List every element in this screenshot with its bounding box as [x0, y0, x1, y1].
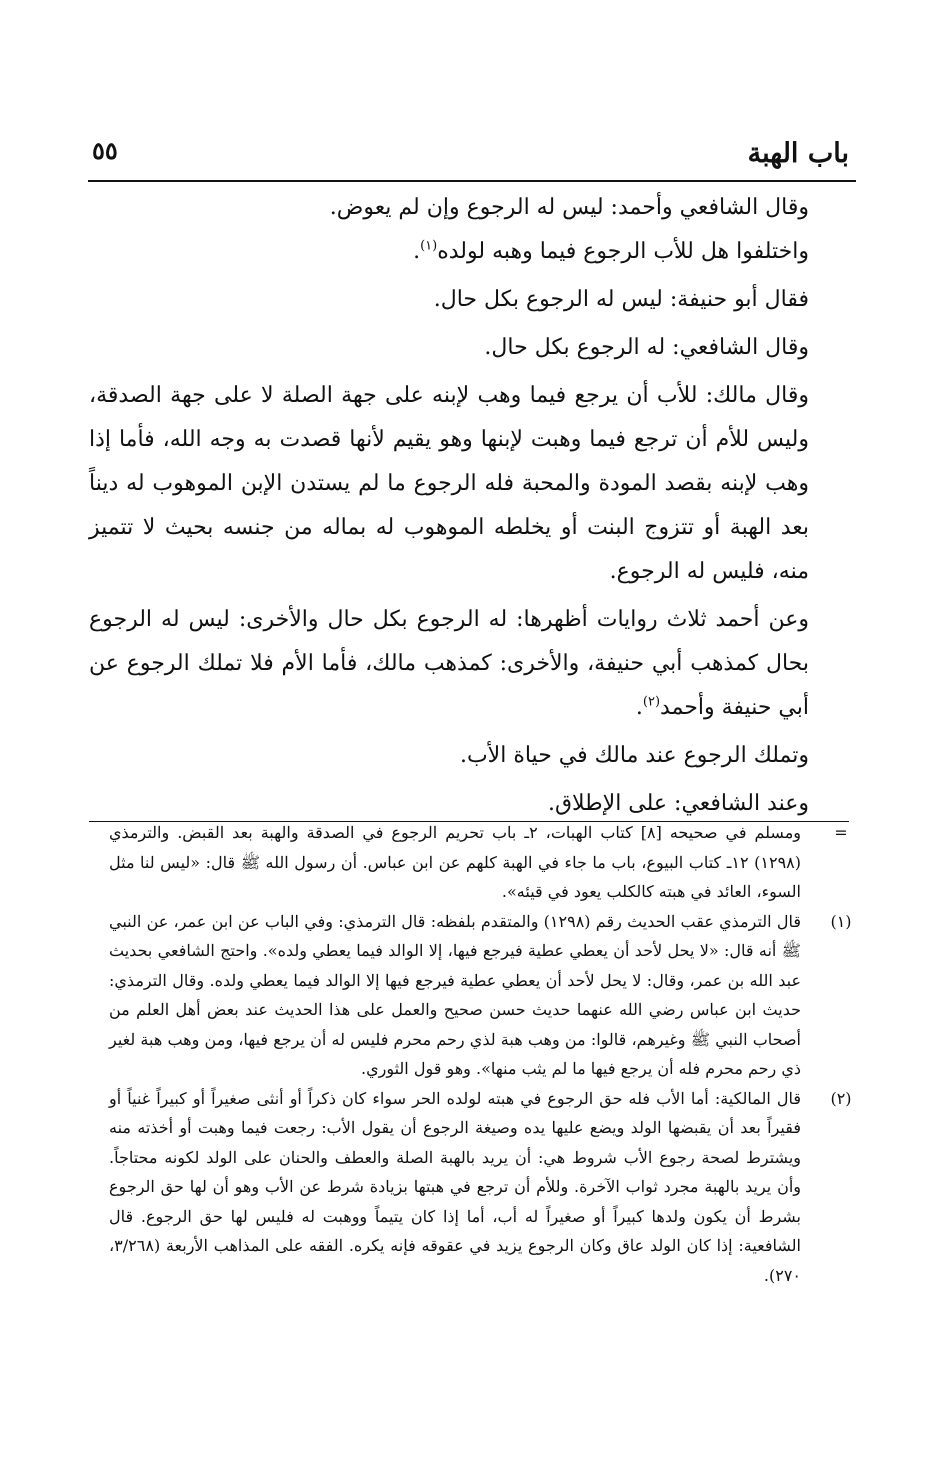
paragraph-tail: . [635, 695, 643, 720]
paragraph-text: وقال الشافعي وأحمد: ليس له الرجوع وإن لم يعوض. [329, 195, 809, 220]
main-text [89, 186, 849, 826]
paragraph-text: وعند الشافعي: على الإطلاق. [547, 791, 809, 816]
page-number: ٥٥ [92, 136, 118, 165]
paragraph-text: وعن أحمد ثلاث روايات أظهرها: له الرجوع بكل حال والأخرى: ليس له الرجوع بحال كمذهب أبي حنيفة، والأخرى: كمذهب مالك، فأما الأم فلا تملك الرجوع عن أبي حنيفة وأحمد [89, 607, 809, 720]
paragraph-text: وقال مالك: للأب أن يرجع فيما وهب لإبنه على جهة الصلة لا على جهة الصدقة، وليس للأم أن ترجع فيما وهبت لإبنها وهو يقيم لأنها قصدت به وجه الله، فأما إذا وهب لإبنه بقصد المودة والمحبة فله الرجوع ما لم يستدن الإبن الموهوب له ديناً بعد الهبة أو تتزوج البنت أو يخلطه الموهوب له بماله من جنسه بحيث لا تتميز منه، فليس له الرجوع. [89, 383, 809, 584]
paragraph [89, 734, 849, 778]
header-divider [88, 180, 856, 182]
footnote-number: (٢) [830, 1088, 852, 1108]
chapter-title: باب الهبة [747, 138, 849, 169]
footnote-number: = [834, 823, 848, 842]
footnote-text: قال الترمذي عقب الحديث رقم (١٢٩٨) والمتقدم بلفظه: قال الترمذي: وفي الباب عن ابن عمر، عن النبي ﷺ أنه قال: «لا يحل لأحد أن يعطي عطية فيرجع فيها، إلا الوالد فيما يعطي ولده». واحتج الشافعي بحديث عبد الله بن عمر، وقال: لا يحل لأحد أن يعطي عطية فيرجع فيها إلا الوالد فيما يعطي ولده. وقال الترمذي: حديث ابن عباس رضي الله عنهما حديث حسن صحيح والعمل على هذا الحديث عند بعض أهل العلم من أصحاب النبي ﷺ وغيرهم، قالوا: من وهب هبة لذي رحم محرم فليس له أن يرجع فيها، ومن وهب هبة لغير ذي رحم محرم فله أن يرجع فيها ما لم يثب منها». وهو قول الثوري. [109, 911, 802, 1078]
footnote-number: (١) [830, 911, 852, 931]
footnote [109, 907, 852, 1084]
footnote-marker: (١) [420, 238, 438, 254]
paragraph [89, 230, 849, 274]
paragraph-text: واختلفوا هل للأب الرجوع فيما وهبه لولده [437, 239, 809, 264]
footnotes [109, 818, 852, 1290]
paragraph [89, 186, 849, 230]
paragraph-tail: . [413, 239, 421, 264]
footnote-text: ومسلم في صحيحه [٨] كتاب الهبات، ٢ـ باب تحريم الرجوع في الصدقة والهبة بعد القبض. والترمذي (١٢٩٨) ١٢ـ كتاب البيوع، باب ما جاء في الهبة كلهم عن ابن عباس. أن رسول الله ﷺ قال: «ليس لنا مثل السوء، العائد في هبته كالكلب يعود في قيئه». [109, 823, 802, 901]
paragraph [89, 278, 849, 322]
footnote [109, 1084, 852, 1291]
paragraph [89, 374, 849, 594]
paragraph-text: وقال الشافعي: له الرجوع بكل حال. [484, 335, 809, 360]
paragraph [89, 598, 849, 730]
footnote-text: قال المالكية: أما الأب فله حق الرجوع في هبته لولده الحر سواء كان ذكراً أو أنثى صغيراً أو كبيراً غنياً أو فقيراً بعد أن يقبضها الولد ويضع عليها يده وصيغة الرجوع أن يقول الأب: رجعت فيما وهبت أو أخذته منه ويشترط لصحة رجوع الأب شروط هي: أن يريد بالهبة الصلة والعطف والحنان على الولد لكونه محتاجاً. وأن يريد بالهبة مجرد ثواب الآخرة. وللأم أن ترجع في هبتها بزيادة شرط عن الأب وهو أن لها حق الرجوع بشرط أن يكون ولدها كبيراً أو صغيراً له أب، أما إذا كان يتيماً ووهبت له فليس لها حق الرجوع. قال الشافعية: إذا كان الولد عاق وكان الرجوع يزيد في عقوقه فإنه يكره. الفقه على المذاهب الأربعة (٣/٢٦٨، ٢٧٠). [109, 1088, 801, 1285]
footnote [109, 818, 849, 907]
paragraph [89, 326, 849, 370]
paragraph-text: وتملك الرجوع عند مالك في حياة الأب. [459, 743, 809, 768]
footnote-marker: (٢) [642, 694, 661, 710]
paragraph-text: فقال أبو حنيفة: ليس له الرجوع بكل حال. [433, 287, 809, 312]
